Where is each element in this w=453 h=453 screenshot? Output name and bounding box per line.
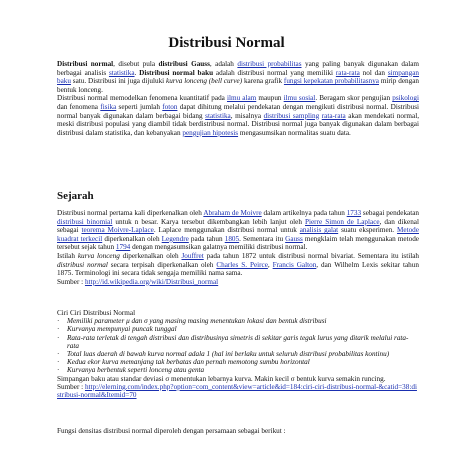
list-item	[57, 317, 419, 325]
history-source	[57, 278, 419, 287]
inline-link[interactable]: statistika	[108, 68, 135, 77]
text-run: . Laplace menggunakan distribusi normal untuk	[153, 226, 300, 235]
text-run: karena grafik	[242, 77, 284, 86]
inline-link[interactable]: Pierre Simon de Laplace	[305, 217, 380, 226]
list-item	[57, 350, 419, 358]
list-item-text: Kurvanya mempunyai puncak tunggal	[67, 325, 177, 334]
inline-link[interactable]: 1794	[115, 243, 131, 252]
text-run: pada tahun 1872 untuk distribusi normal bivariat. Sementara itu istilah	[203, 251, 419, 260]
inline-link[interactable]: statistika	[205, 111, 231, 120]
text-run: kurva lonceng	[77, 251, 120, 260]
inline-link[interactable]: ilmu sosial	[283, 94, 316, 103]
list-item-text: Memiliki parameter μ dan σ yang masing masing menentukan lokasi dan bentuk distribusi	[67, 317, 327, 326]
inline-link[interactable]: fisika	[100, 102, 117, 111]
list-item-text: Kurvanya berbentuk seperti lonceng atau genta	[67, 366, 205, 375]
bullet-icon: ·	[57, 366, 60, 375]
history-section	[57, 209, 419, 286]
text-run: ,	[267, 260, 273, 269]
text-run: kurva lonceng (bell curve)	[166, 77, 243, 86]
inline-link[interactable]: 1805	[224, 234, 240, 243]
inline-link[interactable]: Francis Galton	[272, 260, 317, 269]
text-run: maupun	[256, 94, 284, 103]
traits-heading: Ciri Ciri Distribusi Normal	[57, 309, 136, 317]
traits-source	[57, 383, 419, 399]
traits-after-text: Simpangan baku atau standar deviasi σ menentukan lebarnya kurva. Makin kecil σ bentuk kurva semakin runcing.	[57, 374, 386, 383]
list-item-text: Total luas daerah di bawah kurva normal adala 1 (hal ini berlaku untuk seluruh distribusi probabilitas kontinu)	[67, 350, 390, 359]
text-run: . Beragam skor pengujian	[315, 94, 393, 103]
list-item-text: Rata-rata terletak di tengah distribusi dan distribusinya simetris di sekitar garis tegak lurus yang ditarik melalui rata-rata	[67, 333, 409, 350]
list-item	[57, 334, 419, 350]
history-paragraph-1	[57, 209, 419, 252]
intro-paragraph-1	[57, 60, 419, 94]
closing-section	[57, 427, 419, 436]
history-heading: Sejarah	[57, 190, 94, 202]
text-run: dengan mengasumsikan galatnya memiliki distribusi normal.	[130, 243, 308, 252]
text-run: secara terpisah diperkenalkan oleh	[107, 260, 217, 269]
text-run: nol dan	[359, 68, 388, 77]
text-run: seperti jumlah	[116, 102, 163, 111]
history-paragraph-2	[57, 252, 419, 278]
inline-link[interactable]: rata-rata	[321, 111, 346, 120]
inline-link[interactable]: pengujian hipotesis	[182, 128, 239, 137]
text-run: dapat dihitung melalui pendekatan dengan mengikuti distribusi normal. Distribusi normal banyak digunakan dalam berbagai bidang	[57, 102, 420, 120]
traits-list	[57, 317, 419, 374]
bullet-icon: ·	[57, 325, 60, 334]
inline-link[interactable]: distribusi binomial	[57, 217, 113, 226]
inline-link[interactable]: distribusi sampling	[263, 111, 320, 120]
text-run: sebagai pendekatan	[361, 209, 420, 217]
text-run: . Sementara itu	[239, 234, 286, 243]
text-run: adalah distribusi normal yang memiliki	[213, 68, 336, 77]
bullet-icon: ·	[57, 333, 60, 342]
bullet-icon: ·	[57, 350, 60, 359]
text-run: , dan Wilhelm Lexis sekitar tahun 1875. Terminologi ini secara tidak sengaja memiliki nama sama.	[57, 260, 419, 278]
text-run: distribusi Gauss	[158, 60, 210, 68]
intro-section	[57, 60, 419, 137]
inline-link[interactable]: fungsi kepekatan probabilitasnya	[283, 77, 379, 86]
history-source-label: Sumber :	[57, 277, 85, 286]
inline-link[interactable]: teorema Moivre-Laplace	[81, 226, 154, 235]
traits-source-label: Sumber :	[57, 382, 85, 391]
inline-link[interactable]: Charles S. Peirce	[216, 260, 268, 269]
text-run: mirip dengan bentuk lonceng.	[57, 77, 419, 94]
inline-link[interactable]: Legendre	[161, 234, 189, 243]
text-run: mengasumsikan normalitas suatu data.	[238, 128, 351, 137]
inline-link[interactable]: Abraham de Moivre	[203, 209, 262, 217]
text-run: , misalnya	[230, 111, 264, 120]
inline-link[interactable]: analisis galat	[299, 226, 339, 235]
text-run: pada tahun	[188, 234, 225, 243]
inline-link[interactable]: foton	[162, 102, 178, 111]
inline-link[interactable]: ilmu alam	[226, 94, 257, 103]
inline-link[interactable]: distribusi probabilitas	[237, 60, 302, 68]
text-run: diperkenalkan oleh	[119, 251, 182, 260]
text-run: suatu eksperimen.	[338, 226, 398, 235]
text-run: Istilah	[57, 251, 78, 260]
inline-link[interactable]: simpangan baku	[57, 68, 419, 86]
text-run: dan fenomena	[57, 102, 101, 111]
text-run: , dan dikenal sebagai	[57, 217, 419, 235]
text-run: , disebut pula	[113, 60, 159, 68]
text-run: Distribusi normal pertama kali diperkenalkan oleh	[57, 209, 204, 217]
traits-section	[57, 309, 419, 399]
traits-source-link[interactable]: http://elerning.com/index.php?option=com_content&view=article&id=184:ciri-ciri-distribusi-normal-&catid=38:distribusi-normal&Itemid=70	[57, 382, 417, 400]
bullet-icon: ·	[57, 358, 60, 367]
inline-link[interactable]: Jouffret	[181, 251, 204, 260]
inline-link[interactable]: Metode kuadrat terkecil	[57, 226, 419, 243]
text-run: Distribusi normal memodelkan fenomena kuantitatif pada	[57, 94, 227, 103]
text-run: distribusi normal	[57, 260, 108, 269]
text-run: diperkenalkan oleh	[102, 234, 162, 243]
page-title: Distribusi Normal	[168, 35, 285, 51]
inline-link[interactable]: Gauss	[285, 234, 303, 243]
text-run: mengklaim telah menggunakan metode tersebut sejak tahun	[57, 234, 420, 252]
text-run: Distribusi normal	[57, 60, 114, 68]
intro-paragraph-2	[57, 94, 419, 137]
text-run: .	[134, 68, 140, 77]
text-run: Distribusi normal baku	[139, 68, 214, 77]
closing-text: Fungsi densitas distribusi normal diperoleh dengan persamaan sebagai berikut :	[57, 427, 286, 435]
list-item	[57, 325, 419, 333]
bullet-icon: ·	[57, 317, 60, 326]
text-run: akan mendekati normal, meski distribusi populasi yang diambil tidak berdistribusi normal. Distribusi normal juga banyak digunakan dalam berbagai distribusi dalam statistika, dan kebanyakan	[57, 111, 419, 137]
inline-link[interactable]: psikologi	[392, 94, 419, 103]
text-run: satu. Distribusi ini juga dijuluki	[70, 77, 166, 86]
inline-link[interactable]: 1733	[346, 209, 362, 217]
inline-link[interactable]: rata-rata	[335, 68, 360, 77]
text-run: untuk n besar. Karya tersebut dikembangkan lebih lanjut oleh	[112, 217, 305, 226]
list-item-text: Kedua ekor kurva memanjang tak berbatas dan pernah memotong sumbu horizontal	[67, 358, 310, 367]
text-run: yang paling banyak digunakan dalam berbagai analisis	[57, 60, 419, 77]
list-item	[57, 366, 419, 374]
history-source-link[interactable]: http://id.wikipedia.org/wiki/Distribusi_normal	[84, 277, 219, 286]
list-item	[57, 358, 419, 366]
text-run: , adalah	[209, 60, 238, 68]
text-run: dalam artikelnya pada tahun	[261, 209, 347, 217]
